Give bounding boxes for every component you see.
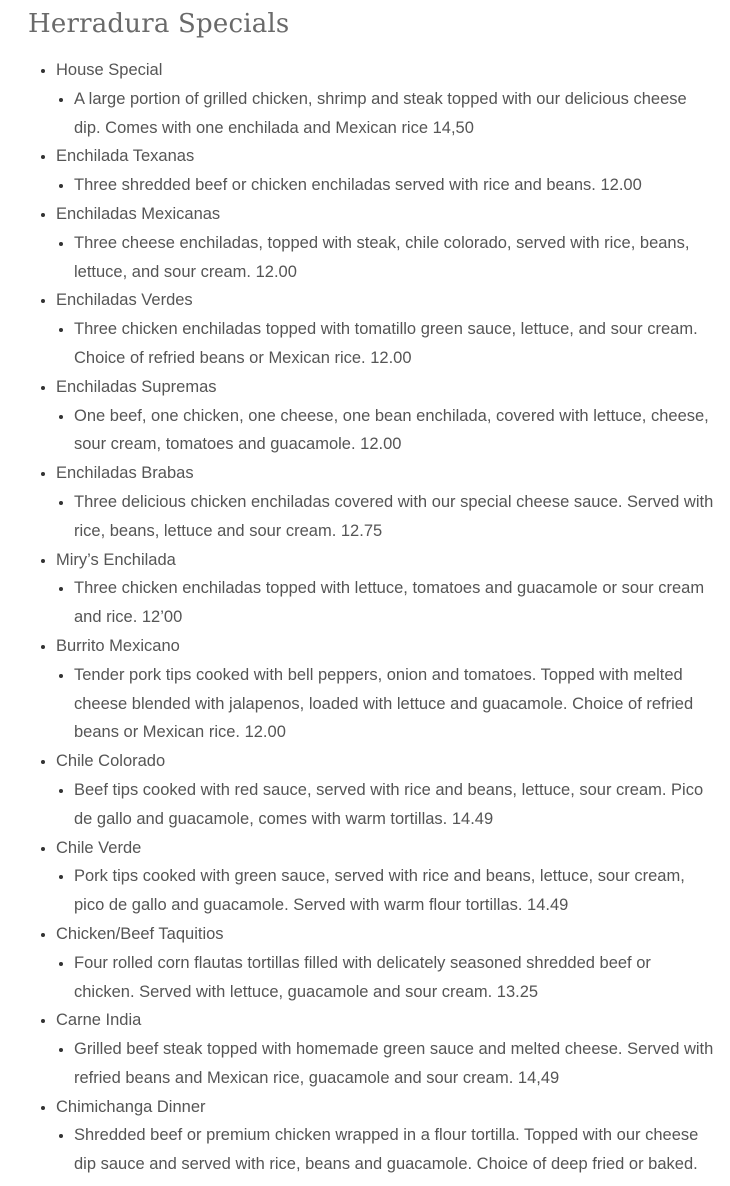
dish-details: [56, 776, 715, 834]
dish-name: • Enchiladas Brabas: [56, 464, 194, 483]
dish-description: • Tender pork tips cooked with bell peppers, onion and tomatoes. Topped with melted cheese blended with jalapenos, loaded with lettuce and guacamole. Choice of refried beans or Mexican rice. 12.00: [74, 661, 715, 747]
dish-description: • Three chicken enchiladas topped with tomatillo green sauce, lettuce, and sour cream. Choice of refried beans or Mexican rice. 12.00: [74, 315, 715, 373]
special-item: [56, 747, 715, 833]
dish-details: [56, 315, 715, 373]
dish-description: • Three cheese enchiladas, topped with steak, chile colorado, served with rice, beans, lettuce, and sour cream. 12.00: [74, 229, 715, 287]
special-item: [56, 200, 715, 286]
dish-name: • Chimichanga Dinner: [56, 1097, 206, 1116]
dish-description: • Four rolled corn flautas tortillas filled with delicately seasoned shredded beef or chicken. Served with lettuce, guacamole and sour cream. 13.25: [74, 949, 715, 1007]
dish-name: • Enchilada Texanas: [56, 147, 195, 166]
dish-name: • Carne India: [56, 1011, 142, 1030]
dish-name: • Miry’s Enchilada: [56, 550, 176, 569]
dish-details: [56, 949, 715, 1007]
dish-name: • Chicken/Beef Taquitios: [56, 924, 224, 943]
dish-name: • Enchiladas Verdes: [56, 291, 193, 310]
dish-name: • Enchiladas Mexicanas: [56, 204, 221, 223]
page-title: Herradura Specials: [28, 9, 290, 39]
special-item: [56, 632, 715, 747]
dish-name: • Chile Verde: [56, 838, 142, 857]
dish-description: • One beef, one chicken, one cheese, one bean enchilada, covered with lettuce, cheese, sour cream, tomatoes and guacamole. 12.00: [74, 402, 715, 460]
dish-description: • Three delicious chicken enchiladas covered with our special cheese sauce. Served with rice, beans, lettuce and sour cream. 12.75: [74, 488, 715, 546]
special-item: [56, 1006, 715, 1092]
dish-details: [56, 862, 715, 920]
dish-details: [56, 85, 715, 143]
special-item: [56, 373, 715, 459]
dish-details: [56, 1035, 715, 1093]
dish-name: • Chile Colorado: [56, 752, 166, 771]
special-item: [56, 56, 715, 142]
special-item: [56, 286, 715, 372]
dish-name: • Burrito Mexicano: [56, 636, 180, 655]
dish-details: [56, 229, 715, 287]
dish-details: [56, 171, 715, 200]
dish-details: [56, 661, 715, 747]
dish-name: • Enchiladas Supremas: [56, 377, 217, 396]
dish-description: • Grilled beef steak topped with homemade green sauce and melted cheese. Served with refried beans and Mexican rice, guacamole and sour cream. 14,49: [74, 1035, 715, 1093]
special-item: [56, 1093, 715, 1179]
special-item: [56, 459, 715, 545]
dish-description: • Three shredded beef or chicken enchiladas served with rice and beans. 12.00: [74, 171, 715, 200]
dish-description: • Beef tips cooked with red sauce, served with rice and beans, lettuce, sour cream. Pico de gallo and guacamole, comes with warm tortillas. 14.49: [74, 776, 715, 834]
dish-description: • Shredded beef or premium chicken wrapped in a flour tortilla. Topped with our cheese dip sauce and served with rice, beans and guacamole. Choice of deep fried or baked.: [74, 1121, 715, 1179]
dish-details: [56, 1121, 715, 1179]
dish-description: • Three chicken enchiladas topped with lettuce, tomatoes and guacamole or sour cream and rice. 12’00: [74, 574, 715, 632]
special-item: [56, 920, 715, 1006]
special-item: [56, 834, 715, 920]
dish-name: • House Special: [56, 61, 163, 79]
dish-details: [56, 488, 715, 546]
special-item: [56, 546, 715, 632]
dish-description: • Pork tips cooked with green sauce, served with rice and beans, lettuce, sour cream, pico de gallo and guacamole. Served with warm flour tortillas. 14.49: [74, 862, 715, 920]
dish-details: [56, 402, 715, 460]
dish-details: [56, 574, 715, 632]
dish-description: • A large portion of grilled chicken, shrimp and steak topped with our delicious cheese dip. Comes with one enchilada and Mexican rice 14,50: [74, 85, 715, 143]
specials-list: [0, 56, 715, 1179]
special-item: [56, 142, 715, 200]
